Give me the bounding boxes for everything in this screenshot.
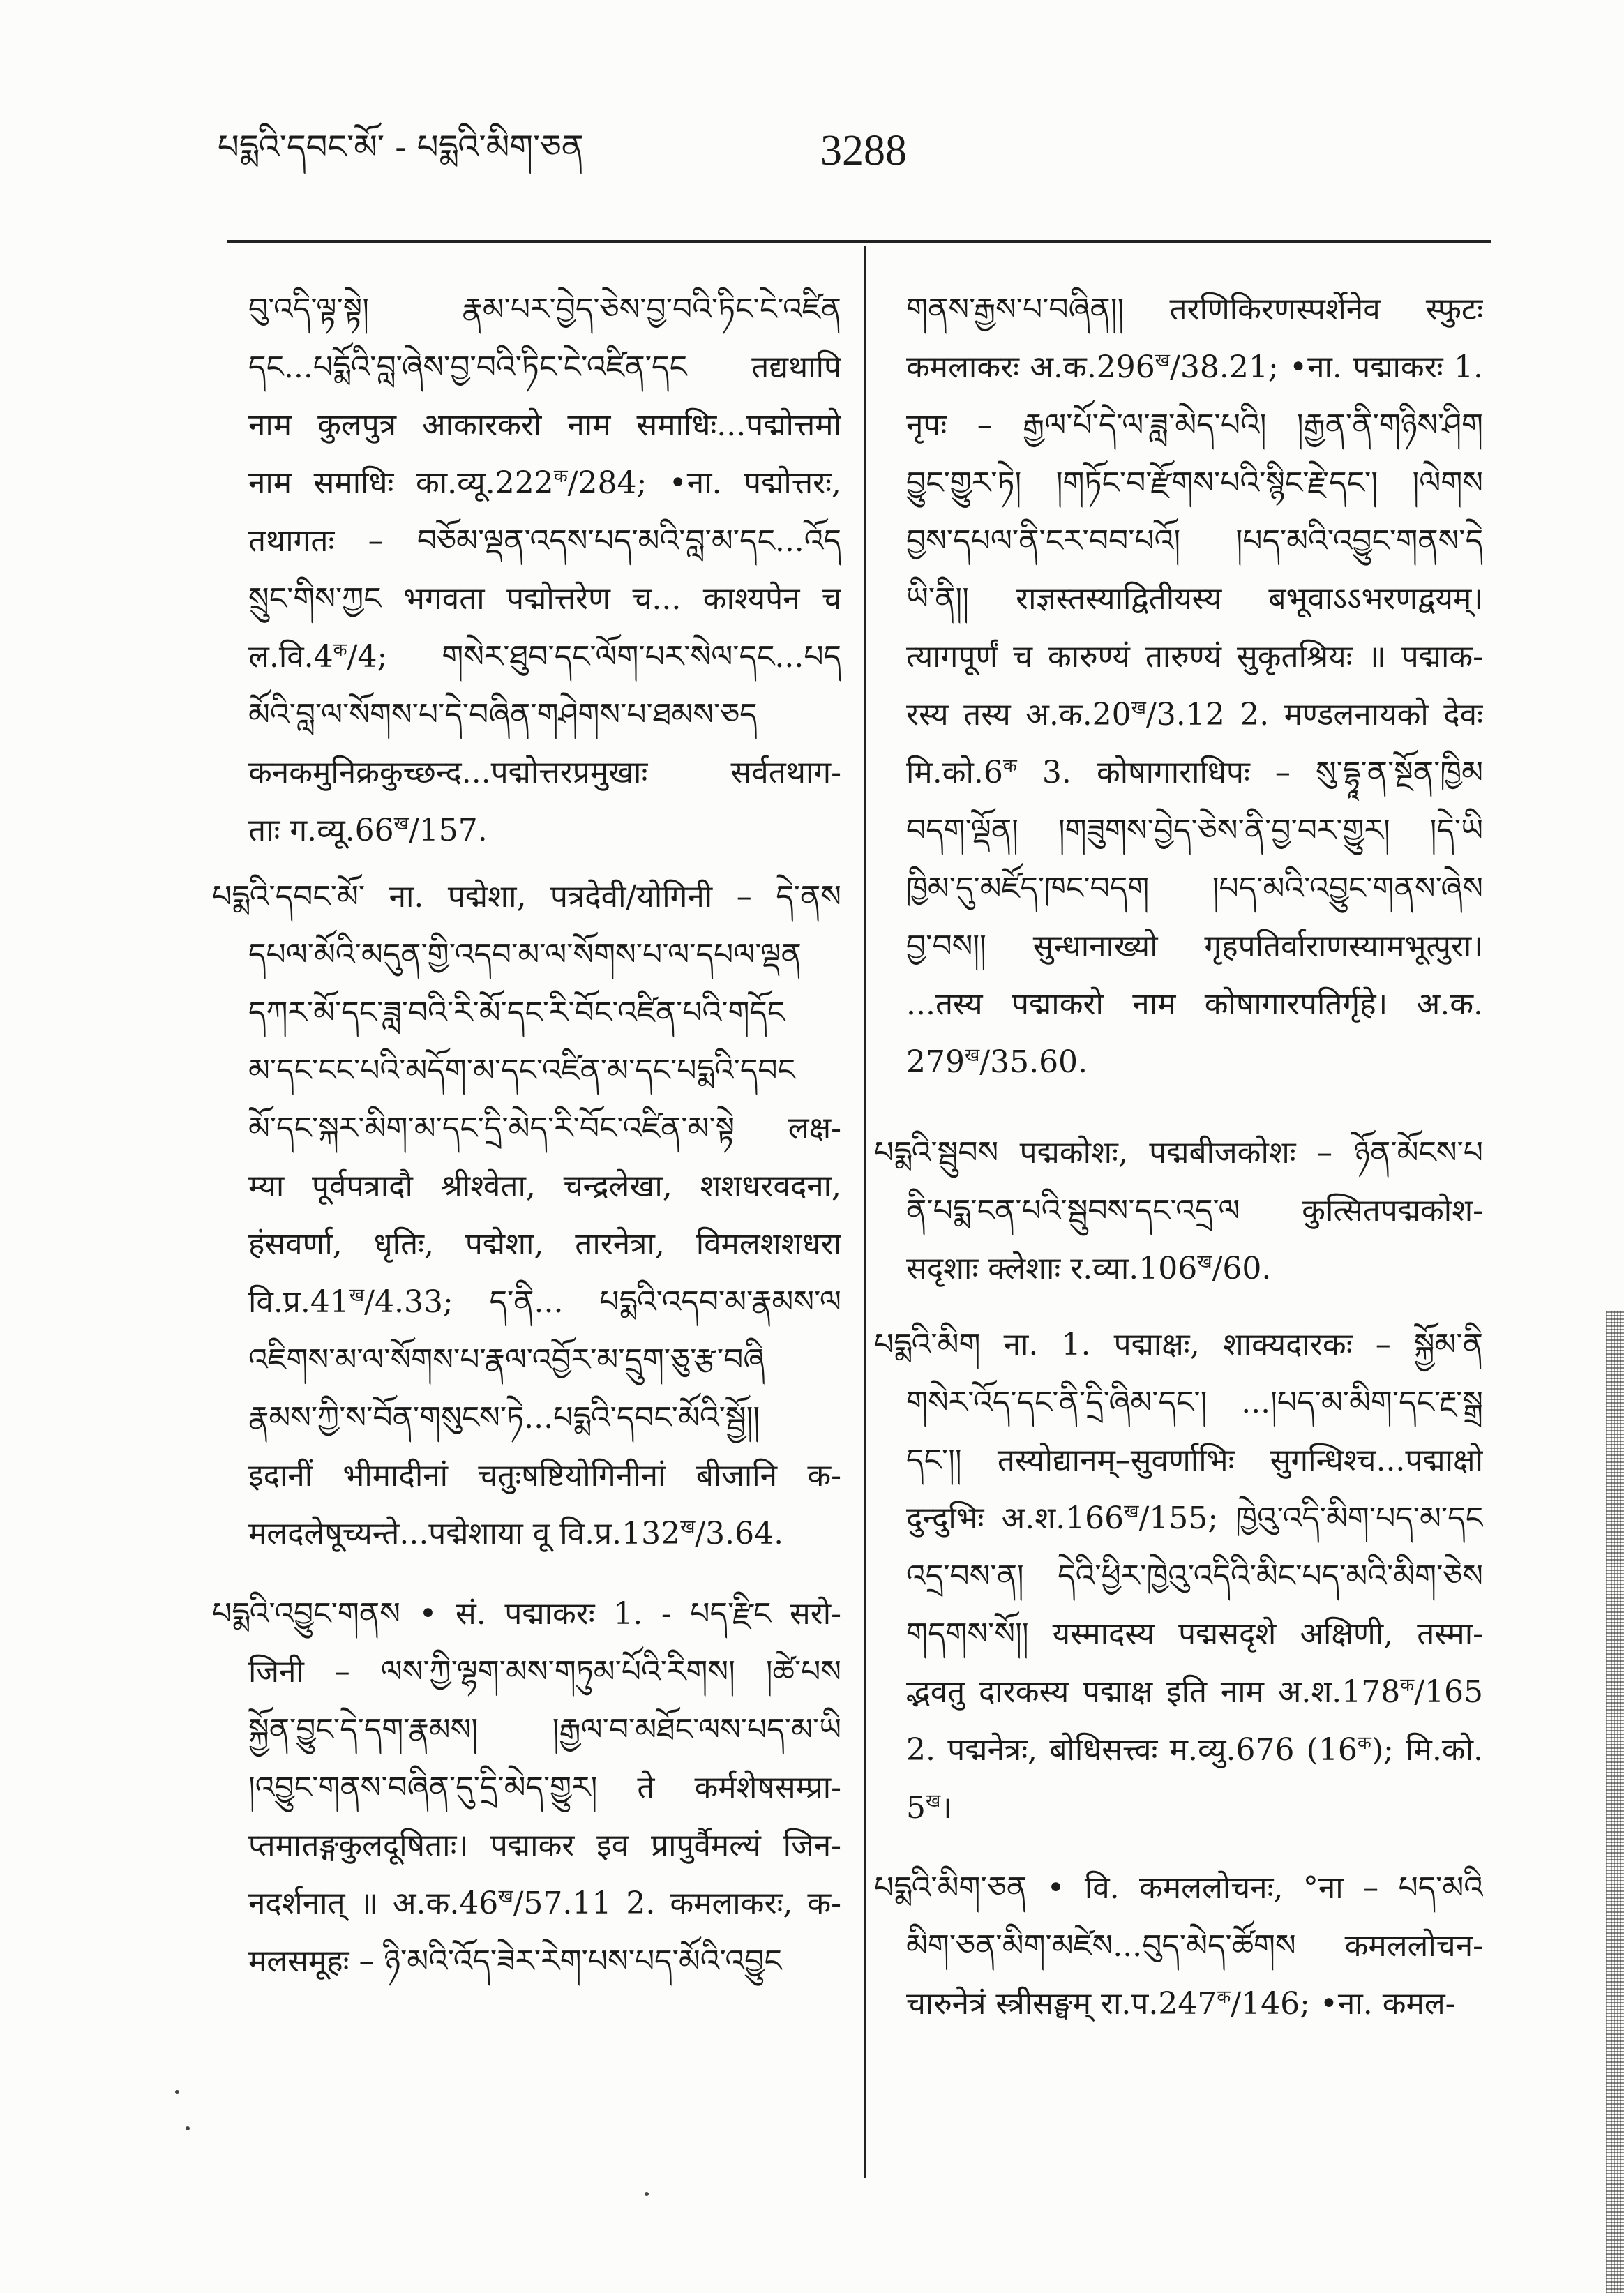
text-line: མོ་དང་སྐར་མིག་མ་དང་དྲི་མེད་རི་བོང་འཛིན་མ་སྟེ लक्ष- (248, 1111, 841, 1146)
text-line: सदृशाः क्लेशाः $र.व्या.106^ख/60$. (906, 1251, 1272, 1286)
continued-entry (906, 280, 1483, 1091)
dictionary-entry (874, 1316, 1483, 1837)
dictionary-entry (212, 1585, 841, 1990)
text-line: བྱུང་གྱུར་ཏེ། །གཏོང་བ་རྫོགས་པའི་སྙིང་རྗེ་དང་། །ལེགས (906, 465, 1483, 501)
headword-line: པདྨའི་འབྱུང་གནས • सं. पद्माकरः 1. - པད་རྫིང सरो- (212, 1596, 841, 1632)
scan-speck (186, 2126, 190, 2130)
column-divider (864, 246, 866, 2178)
text-line: མོའི་བླ་ལ་སོགས་པ་དེ་བཞིན་གཤེགས་པ་ཐམས་ཅད (248, 697, 758, 732)
page-number: 3288 (820, 127, 907, 174)
headword-line: པདྨའི་དབང་མོ་ ना. पद्मेशा, पत्रदेवी/योगिनी – དེ་ནས (212, 879, 841, 915)
running-head: པདྨའི་དབང་མོ་ - པདྨའི་མིག་ཅན (218, 128, 584, 167)
text-line: नाम कुलपुत्र आकारकरो नाम समाधिः...पद्मोत्तमो (248, 407, 841, 443)
text-line: कनकमुनिक्रकुच्छन्द...पद्मोत्तरप्रमुखाः सर्वतथाग- (248, 755, 841, 790)
headword-line: པདྨའི་མིག་ཅན • वि. कमललोचनः, °ना – པད་མའི (874, 1870, 1483, 1906)
text-line: मलदलेषूच्यन्ते...पद्मेशाया वू $वि.प्र.132^ख/3.64$. (248, 1516, 784, 1551)
text-line: कमलाकरः $अ.क.296^ख/38.21$; •ना. पद्माकरः 1. (906, 349, 1483, 385)
text-line: །འབྱུང་གནས་བཞིན་དུ་དྲི་མེད་གྱུར། ते कर्मशेषसम्प्रा- (248, 1770, 841, 1805)
header-rule (227, 240, 1491, 243)
text-line: त्यागपूर्णं च कारुण्यं तारुण्यं सुकृतश्रियः ॥ पद्माक- (906, 639, 1483, 675)
text-line: इदानीं भीमादीनां चतुःषष्टियोगिनीनां बीजानि क- (248, 1458, 841, 1494)
text-line: ཡི་ནི།། राज्ञस्तस्याद्वितीयस्य बभूवाऽऽभरणद्वयम्। (906, 581, 1483, 617)
text-line: བྱ་བས།། सुन्धानाख्यो गृहपतिर्वाराणस्यामभूत्पुरा। (906, 929, 1483, 964)
text-line: མ་དང་ངང་པའི་མདོག་མ་དང་འཛིན་མ་དང་པདྨའི་དབང (248, 1053, 795, 1088)
text-line: $ल.वि.4^क/4$; གསེར་ཐུབ་དང་ལོག་པར་སེལ་དང...པད (248, 639, 841, 675)
text-line: བྱས་དཔལ་ནི་ངར་བབ་པའོ། །པད་མའི་འབྱུང་གནས་དེ (906, 523, 1483, 559)
right-column (874, 280, 1483, 2033)
text-line: འདྲ་བས་ན། དེའི་ཕྱིར་ཁྱེའུ་འདིའི་མིང་པད་མའི་མིག་ཅེས (906, 1558, 1483, 1594)
text-line: म्या पूर्वपत्रादौ श्रीश्वेता, चन्द्रलेखा, शशधरवदना, (248, 1168, 841, 1204)
text-line: नृपः – རྒྱལ་པོ་དེ་ལ་ཟླ་མེད་པའི། །རྒྱན་ནི་གཉིས་ཤིག (906, 407, 1483, 443)
text-line: रस्य तस्य $अ.क.20^ख/3.12$ 2. मण्डलनायको देवः (906, 697, 1483, 732)
text-line: གདགས་སོ།། यस्मादस्य पद्मसदृशे अक्षिणी, तस्मा- (906, 1616, 1483, 1652)
text-line: དང...པདྨོའི་བླ་ཞེས་བྱ་བའི་ཏིང་ངེ་འཛིན་དང तद्यथापि (248, 349, 841, 385)
dictionary-entry (874, 1859, 1483, 2033)
text-line: चारुनेत्रं स्त्रीसङ्घम् $रा.प.247^क/146$; •ना. कमल- (906, 1986, 1456, 2022)
text-line: འཇིགས་མ་ལ་སོགས་པ་རྣལ་འབྱོར་མ་དྲུག་ཅུ་རྩ་བཞི (248, 1342, 765, 1378)
text-line: སྐྱོན་བྱུང་དེ་དག་རྣམས། །རྒྱལ་བ་མཐོང་ལས་པད་མ་ཡི (248, 1712, 841, 1747)
headword-line: པདྨའི་མིག ना. 1. पद्माक्षः, शाक्यदारकः – སྐྱོམ་ནི (874, 1327, 1483, 1362)
text-line: ताः $ग.व्यू.66^ख/157$. (248, 813, 488, 848)
text-line: तथागतः – བཅོམ་ལྡན་འདས་པད་མའི་བླ་མ་དང...འོད (248, 523, 841, 559)
text-line: དཔལ་མོའི་མདུན་གྱི་འདབ་མ་ལ་སོགས་པ་ལ་དཔལ་ལྡན (248, 937, 802, 972)
text-line: $वि.प्र.41^ख/4.33$; ད་ནི... པདྨའི་འདབ་མ་རྣམས་ལ (248, 1284, 841, 1320)
scan-speck (645, 2192, 649, 2196)
dictionary-entry (874, 1124, 1483, 1298)
continued-entry (248, 280, 841, 859)
text-line: द्भवतु दारकस्य पद्माक्ष इति नाम $अ.श.178^क/165$ (906, 1674, 1483, 1710)
text-line: སྲུང་གིས་ཀྱང भगवता पद्मोत्तरेण च... काश्यपेन च (248, 581, 841, 617)
text-line: མིག་ཅན་མིག་མཛེས...བུད་མེད་ཚོགས कमललोचन- (906, 1928, 1483, 1964)
text-line: རྣམས་ཀྱི་ས་བོན་གསུངས་ཏེ...པདྨའི་དབང་མོའི་སྦྱོ།། (248, 1400, 760, 1436)
text-line: ནི་པདྨ་ངན་པའི་སྦུབས་དང་འདྲ་ལ कुत्सितपद्मकोश- (906, 1193, 1483, 1228)
text-line: དང་།། तस्योद्यानम्–सुवर्णाभिः सुगन्धिश्च...पद्माक्षो (906, 1443, 1483, 1478)
scan-edge-noise (1606, 1311, 1624, 2293)
scan-speck (175, 2090, 179, 2094)
text-line: दुन्दुभिः $अ.श.166^ख/155$; ཁྱེའུ་འདི་མིག་པད་མ་དང (906, 1501, 1483, 1536)
text-line: $279^ख/35.60$. (906, 1044, 1088, 1080)
text-line: གནས་རྒྱས་པ་བཞིན།། तरणिकिरणस्पर्शेनेव स्फुटः (906, 292, 1483, 327)
text-line: གསེར་འོད་དང་ནི་དྲི་ཞིམ་དང་། ...།པད་མ་མིག་དང་རྔ་སྒྲ (906, 1385, 1483, 1420)
headword-line: པདྨའི་སྦུབས पद्मकोशः, पद्मबीजकोशः – ཉོན་མོངས་པ (874, 1135, 1483, 1171)
text-line: ཁྱིམ་དུ་མཛོད་ཁང་བདག །པད་མའི་འབྱུང་གནས་ཞེས (906, 871, 1483, 906)
text-line: नदर्शनात् ॥ $अ.क.46^ख/57.11$ 2. कमलाकरः, क- (248, 1886, 841, 1921)
text-line: जिनी – ལས་ཀྱི་ལྷག་མས་གཏུམ་པོའི་རིགས། །ཚེ་པས (248, 1654, 841, 1690)
text-line: हंसवर्णा, धृतिः, पद्मेशा, तारनेत्रा, विमलशशधरा (248, 1226, 841, 1262)
text-line: བདག་ལྡོན། །གཟུགས་བྱེད་ཅེས་ནི་བྱ་བར་གྱུར། །དེ་ཡི (906, 813, 1483, 848)
text-line: 2. पद्मनेत्रः, बोधिसत्त्वः म.व्यु.676 $(16^क)$; मि.को. (906, 1732, 1483, 1768)
text-line: नाम समाधिः $का.व्यू.222^क/284$; •ना. पद्मोत्तरः, (248, 465, 841, 501)
text-line: བུ་འདི་ལྟ་སྟེ། རྣམ་པར་བྱེད་ཅེས་བྱ་བའི་ཏིང་ངེ་འཛིན (248, 292, 841, 327)
text-line: ...तस्य पद्माकरो नाम कोषागारपतिर्गृहे। अ.क. (906, 986, 1483, 1022)
dictionary-entry (212, 868, 841, 1563)
text-line: $मि.को.6^क$ 3. कोषागाराधिपः – སུ་དྷཱ་ན་སྔོན་ཁྱིམ (906, 755, 1483, 790)
text-line: प्तमातङ्गकुलदूषिताः। पद्माकर इव प्रापुर्वैमल्यं जिन- (248, 1828, 841, 1863)
text-line: $5^ख।$ (906, 1790, 952, 1826)
text-line: मलसमूहः – ཉི་མའི་འོད་ཟེར་རེག་པས་པད་མོའི་འབྱུང (248, 1944, 782, 1979)
left-column (212, 280, 841, 1990)
text-line: དཀར་མོ་དང་ཟླ་བའི་རི་མོ་དང་རི་བོང་འཛིན་པའི་གདོང (248, 995, 785, 1030)
